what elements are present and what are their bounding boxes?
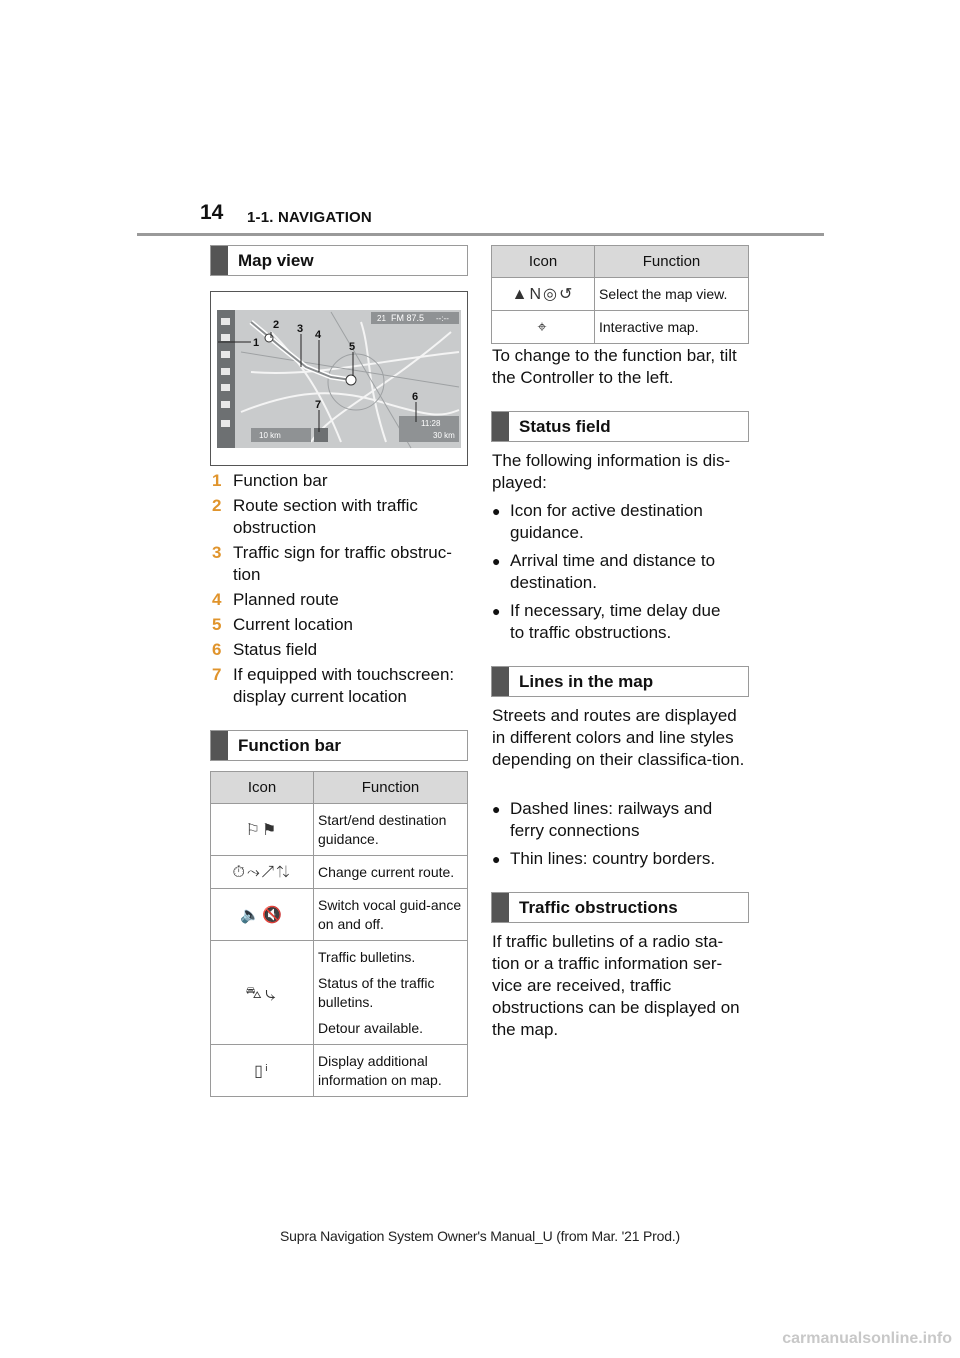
callout-2: 2 [273,319,280,331]
list-item: ● If necessary, time delay due to traffic obstructions. [492,600,737,644]
table-row: ▲N◎↺ Select the map view. [492,278,749,311]
function-bar-heading [210,730,468,761]
map-distance: 30 km [433,431,455,440]
watermark: carmanualsonline.info [782,1330,952,1347]
heading-marker [492,893,509,922]
lines-in-map-heading-text: Lines in the map [519,672,654,691]
callout-4: 4 [315,329,322,341]
table-row: ⚐⚑ Start/end destination guidance. [211,804,468,856]
map-arrival: 11:28 [421,419,441,428]
legend-item: 5 Current location [212,615,354,634]
legend-item: 7 If equipped with touchscreen: display current location [212,665,455,706]
table-row: ⌖ Interactive map. [492,311,749,344]
map-scale: 10 km [259,431,281,440]
speaker-icon: 🔈🔇 [211,889,314,941]
status-field-heading [491,411,749,442]
map-clock: --:-- [436,314,449,323]
callout-7: 7 [315,399,322,411]
map-screenshot [210,291,468,466]
page-number: 14 [200,201,224,224]
map-radio: FM 87.5 [391,313,425,323]
header-rule [137,233,824,236]
legend-item: 3 Traffic sign for traffic obstruc-tion [212,543,452,584]
traffic-obstructions-text: If traffic bulletins of a radio sta-tion or a traffic information ser-vice are received, traffic obstructions can be displayed on the map. [492,932,740,1039]
route-options-icon: ⏱⤳↗⇅ [211,856,314,889]
map-view-heading [210,245,468,276]
col-icon-header: Icon [492,246,595,278]
map-info-icon: ▯ⁱ [211,1045,314,1097]
lines-in-map-intro: Streets and routes are displayed in different colors and line styles depending on their classifica-tion. [492,706,745,769]
status-field-heading-text: Status field [519,417,611,436]
legend-item: 1 Function bar [212,471,328,490]
table-row: ⛍⤷ Traffic bulletins. Status of the traffic bulletins. Detour available. [211,941,468,1045]
status-field-list [492,500,737,650]
map-view-icon: ▲N◎↺ [492,278,595,311]
function-bar-heading-text: Function bar [238,736,341,755]
list-item: ● Arrival time and distance to destination. [492,550,737,594]
col-function-header: Function [314,772,468,804]
legend-item: 4 Planned route [212,590,339,609]
list-item: ● Thin lines: country borders. [492,848,737,870]
heading-marker [492,667,509,696]
callout-3: 3 [297,323,304,335]
callout-1: 1 [253,337,260,349]
crosshair-icon: ⌖ [492,311,595,344]
heading-marker [211,731,228,760]
table-row: ▯ⁱ Display additional information on map. [211,1045,468,1097]
map-legend-list [210,470,470,711]
map-radio-prefix: 21 [377,314,386,323]
map-illustration [211,292,467,465]
list-item: ● Dashed lines: railways and ferry connections [492,798,737,842]
chapter-title: 1-1. NAVIGATION [247,209,372,226]
legend-item: 6 Status field [212,640,318,659]
list-item: ● Icon for active destination guidance. [492,500,737,544]
traffic-icon: ⛍⤷ [211,941,314,1045]
heading-marker [492,412,509,441]
callout-6: 6 [412,391,419,403]
traffic-obstructions-heading-text: Traffic obstructions [519,898,678,917]
heading-marker [211,246,228,275]
col-icon-header: Icon [211,772,314,804]
lines-in-map-list [492,798,737,876]
flag-icons-icon: ⚐⚑ [211,804,314,856]
col-function-header: Function [595,246,749,278]
map-view-table [491,245,749,344]
callout-5: 5 [349,341,356,353]
function-bar-note: To change to the function bar, tilt the Controller to the left. [492,346,737,387]
lines-in-map-heading [491,666,749,697]
legend-item: 2 Route section with traffic obstruction [212,496,418,537]
page-footer: Supra Navigation System Owner's Manual_U (from Mar. '21 Prod.) [280,1228,680,1244]
table-row: 🔈🔇 Switch vocal guid-ance on and off. [211,889,468,941]
traffic-obstructions-heading [491,892,749,923]
table-row: ⏱⤳↗⇅ Change current route. [211,856,468,889]
map-view-heading-text: Map view [238,251,314,270]
status-field-intro: The following information is dis-played: [492,451,731,492]
function-bar-table [210,771,468,1097]
